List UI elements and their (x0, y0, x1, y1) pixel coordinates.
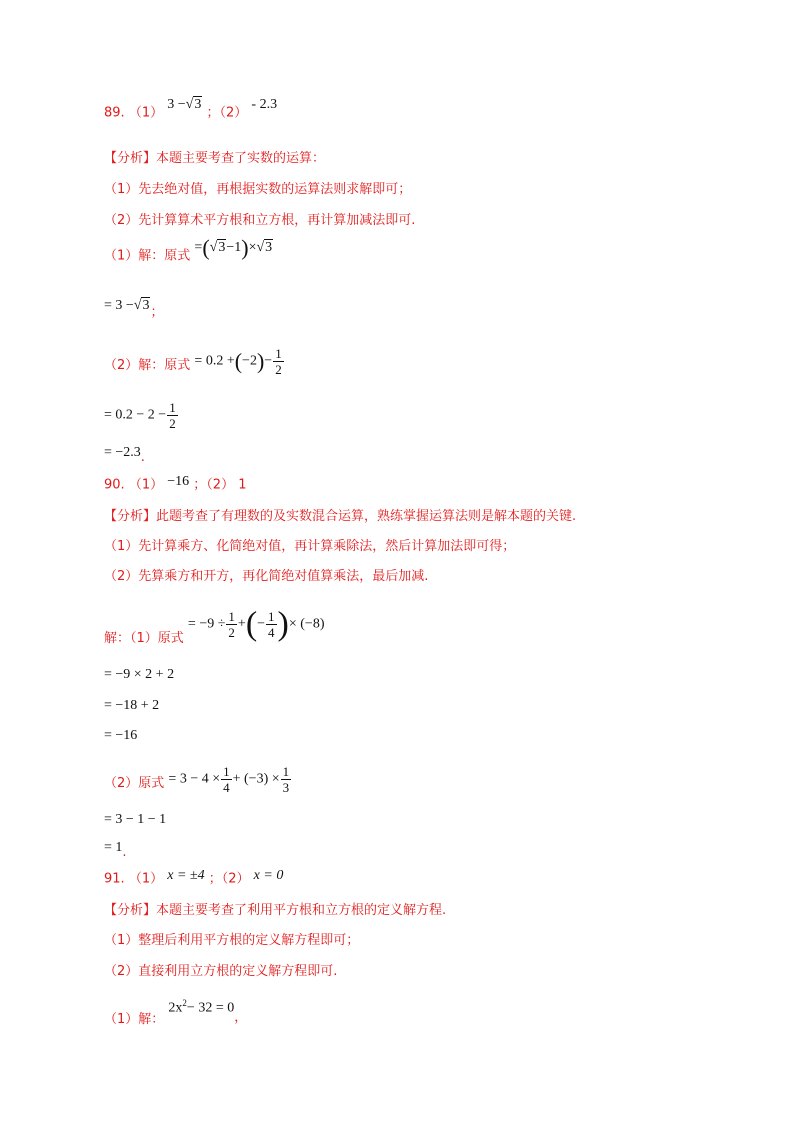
expression: = 3 − 1 − 1 (104, 812, 167, 827)
q89-solution1 (104, 235, 273, 266)
fraction (167, 400, 178, 431)
term: + (−3) × (232, 771, 280, 787)
denominator: 4 (268, 625, 275, 640)
comma: ， (234, 1010, 248, 1026)
denominator: 2 (228, 625, 235, 640)
q91-answer2: x = 0 (253, 868, 284, 883)
q89-number: 89. (104, 105, 125, 121)
q91-answer-line (104, 870, 283, 889)
q90-answer-line (104, 476, 247, 495)
period: . (122, 844, 127, 860)
radicand: 3 (218, 240, 226, 256)
term: − 32 = 0 (186, 1000, 235, 1016)
q89-sol2-label: （2）解：原式 (104, 358, 191, 373)
minus-sign: − (257, 616, 266, 632)
q89-part1-label: （1） (128, 105, 164, 121)
fraction (221, 764, 232, 795)
radicand: 3 (142, 298, 150, 313)
plus-sign: + (237, 616, 246, 632)
q91-sol1-label: （1）解： (104, 1012, 165, 1028)
q90-sol1-expression (187, 605, 325, 643)
paren-close: ) (277, 605, 289, 643)
sqrt-sign: √3 (256, 240, 273, 256)
numerator: 1 (268, 609, 275, 624)
q90-step1: （1）先计算乘方、化简绝对值，再计算乘除法，然后计算加法即可得； (104, 539, 516, 554)
q90-separator: ；（2） (193, 477, 235, 493)
q90-answer1: −16 (167, 474, 190, 489)
term: = 0.2 + (194, 353, 235, 369)
q91-part1-label: （1） (128, 871, 164, 887)
q90-sol1-label: 解：（1）原式 (104, 631, 184, 646)
denominator: 3 (282, 780, 290, 795)
q90-part1-label: （1） (128, 477, 164, 493)
term: × (−8) (288, 616, 325, 632)
q89-solution2 (104, 346, 285, 381)
q90-r1 (104, 666, 174, 685)
numerator: 1 (282, 764, 290, 779)
fraction (281, 764, 292, 795)
paren-open: ( (202, 235, 210, 260)
q91-answer1: x = ±4 (167, 868, 205, 883)
q90-analysis: 【分析】此题考查了有理数的及实数混合运算，熟练掌握运算法则是解本题的关键. (104, 509, 577, 524)
term: = 0.2 − 2 − (104, 407, 167, 423)
q89-sol1-result-expr (104, 297, 150, 315)
q90-solution2 (104, 764, 292, 799)
numerator: 1 (169, 400, 176, 415)
q91-step1: （1）整理后利用平方根的定义解方程即可； (104, 933, 360, 948)
q91-sol1-expression (168, 994, 234, 1018)
fraction (266, 609, 277, 640)
radicand: 3 (194, 97, 202, 112)
sqrt-sign: √3 (185, 97, 202, 112)
q90-r5 (104, 839, 127, 858)
denominator: 4 (223, 780, 230, 795)
paren-close: ) (256, 348, 265, 374)
q90-answer2: 1 (238, 477, 247, 493)
q91-separator: ；（2） (208, 871, 250, 887)
q90-r4 (104, 811, 166, 830)
q90-r3 (104, 727, 137, 746)
result-value: = −2.3 (104, 445, 141, 460)
q89-answer-line (104, 97, 278, 123)
semicolon: ； (150, 304, 164, 320)
q89-answer2: - 2.3 (251, 97, 278, 112)
q89-sol1-expression (194, 235, 273, 260)
q90-r2 (104, 697, 159, 716)
q89-sol2-step-expr (104, 400, 179, 431)
q89-sol2-expression (194, 346, 284, 377)
q90-number: 90. (104, 477, 125, 493)
term: = 3 − 4 × (168, 771, 221, 787)
expression: = −9 × 2 + 2 (104, 667, 175, 682)
expression: = −16 (104, 728, 138, 743)
q89-sol1-label: （1）解：原式 (104, 248, 191, 264)
term: −2 (242, 353, 257, 369)
q89-step1: （1）先去绝对值，再根据实数的运算法则求解即可； (104, 182, 412, 197)
q90-solution1 (104, 605, 325, 646)
term: −1 (226, 240, 242, 256)
fraction (273, 346, 284, 377)
term: 2x (168, 1000, 183, 1016)
q89-analysis: 【分析】本题主要考查了实数的运算： (104, 151, 326, 166)
expression: = 1 (104, 840, 123, 855)
q91-solution1 (104, 998, 248, 1028)
q89-answer1-text: 3 − (167, 97, 186, 112)
q89-separator: ；（2） (206, 105, 248, 121)
term: = 3 − (104, 298, 134, 313)
sqrt-sign: √3 (133, 298, 150, 313)
q90-sol2-expression (168, 764, 292, 795)
equals-sign: = (194, 240, 203, 256)
times-sign: × (248, 240, 257, 256)
expression: = −18 + 2 (104, 698, 160, 713)
q91-analysis: 【分析】本题主要考查了利用平方根和立方根的定义解方程. (104, 903, 447, 918)
q91-number: 91. (104, 871, 125, 887)
radicand: 3 (265, 240, 273, 256)
q90-sol2-label: （2）原式 (104, 776, 165, 791)
sqrt-sign: √3 (209, 240, 226, 256)
paren-open: ( (234, 348, 243, 374)
q90-step2: （2）先算乘方和开方，再化简绝对值算乘法，最后加减. (104, 569, 429, 584)
period: . (140, 449, 145, 465)
fraction (226, 609, 237, 640)
minus-sign: − (264, 353, 273, 369)
denominator: 2 (275, 362, 282, 377)
numerator: 1 (275, 346, 282, 361)
q89-sol2-step (104, 400, 179, 431)
q91-step2: （2）直接利用立方根的定义解方程即可. (104, 964, 338, 979)
q89-step2: （2）先计算算术平方根和立方根，再计算加减法即可. (104, 213, 416, 228)
numerator: 1 (223, 764, 230, 779)
paren-open: ( (245, 605, 258, 643)
paren-close: ) (241, 235, 249, 260)
q89-sol2-result (104, 444, 145, 463)
exponent: 2 (182, 998, 187, 1008)
numerator: 1 (228, 609, 235, 624)
q89-answer1 (167, 96, 202, 114)
denominator: 2 (169, 416, 176, 431)
q89-sol1-result (104, 297, 164, 320)
term: = −9 ÷ (187, 616, 226, 632)
